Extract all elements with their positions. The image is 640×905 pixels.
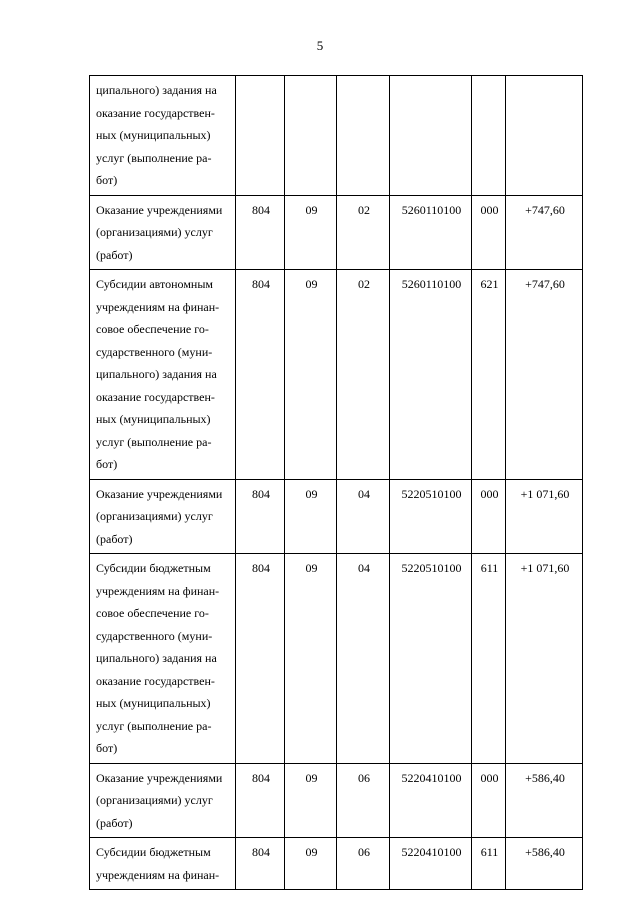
expense-name-line: ципального) задания на (96, 367, 217, 381)
table-row (90, 195, 583, 270)
amount-cell: +586,40 (506, 838, 583, 890)
target-article-cell: 5220410100 (390, 838, 472, 890)
expense-name-line: Оказание учреждениями (96, 486, 223, 501)
expense-name-line: (организациями) услуг (96, 225, 213, 239)
subsection-code-cell: 09 (285, 838, 337, 890)
expense-name-line: учреждениям на финан- (96, 867, 220, 882)
expense-type-cell: 611 (472, 838, 506, 890)
expense-type-cell: 000 (472, 195, 506, 270)
expense-name-line: сударственного (муни- (96, 344, 213, 359)
budget-table-body (90, 76, 583, 890)
amount-cell: +1 071,60 (506, 554, 583, 764)
expense-name-line: (организациями) услуг (96, 509, 213, 523)
expense-name-line: оказание государствен- (96, 673, 215, 688)
program-code-cell: 06 (337, 838, 390, 890)
expense-name-line: ципального) задания на (96, 651, 217, 665)
expense-name-cell (90, 838, 236, 890)
program-code-cell: 02 (337, 195, 390, 270)
expense-name-line: учреждениям на финан- (96, 583, 220, 598)
table-row (90, 838, 583, 890)
expense-name-line: оказание государствен- (96, 105, 215, 120)
expense-type-cell (472, 76, 506, 196)
section-code-cell: 804 (236, 195, 285, 270)
program-code-cell: 06 (337, 763, 390, 838)
program-code-cell: 04 (337, 554, 390, 764)
expense-name-line: Субсидии бюджетным (96, 845, 211, 859)
expense-name-line: сударственного (муни- (96, 628, 213, 643)
subsection-code-cell (285, 76, 337, 196)
amount-cell (506, 76, 583, 196)
expense-name-line: (организациями) услуг (96, 793, 213, 807)
budget-table (89, 75, 583, 890)
expense-name-line: ных (муниципальных) (96, 128, 211, 142)
expense-name-line: Субсидии автономным (96, 277, 213, 291)
subsection-code-cell: 09 (285, 554, 337, 764)
target-article-cell: 5260110100 (390, 270, 472, 480)
target-article-cell: 5220510100 (390, 479, 472, 554)
target-article-cell: 5220410100 (390, 763, 472, 838)
expense-name-line: услуг (выполнение ра- (96, 434, 212, 449)
expense-name-line: оказание государствен- (96, 389, 215, 404)
expense-name-line: услуг (выполнение ра- (96, 150, 212, 165)
subsection-code-cell: 09 (285, 270, 337, 480)
expense-name-line: совое обеспечение го- (96, 606, 209, 620)
expense-name-line: бот) (96, 173, 118, 187)
target-article-cell: 5220510100 (390, 554, 472, 764)
section-code-cell: 804 (236, 763, 285, 838)
expense-name-cell (90, 763, 236, 838)
expense-type-cell: 611 (472, 554, 506, 764)
amount-cell: +747,60 (506, 195, 583, 270)
expense-name-line: Оказание учреждениями (96, 202, 223, 217)
table-row (90, 76, 583, 196)
page-number: 5 (316, 38, 324, 53)
section-code-cell: 804 (236, 838, 285, 890)
table-row (90, 763, 583, 838)
target-article-cell (390, 76, 472, 196)
expense-type-cell: 621 (472, 270, 506, 480)
expense-name-line: услуг (выполнение ра- (96, 718, 212, 733)
amount-cell: +1 071,60 (506, 479, 583, 554)
expense-name-cell (90, 554, 236, 764)
expense-name-line: бот) (96, 741, 118, 755)
table-row (90, 554, 583, 764)
section-code-cell: 804 (236, 554, 285, 764)
expense-name-line: ципального) задания на (96, 83, 217, 97)
expense-type-cell: 000 (472, 479, 506, 554)
expense-name-cell (90, 195, 236, 270)
expense-name-cell (90, 270, 236, 480)
expense-name-line: Оказание учреждениями (96, 770, 223, 785)
table-row (90, 270, 583, 480)
expense-name-line: ных (муниципальных) (96, 696, 211, 710)
amount-cell: +586,40 (506, 763, 583, 838)
program-code-cell: 04 (337, 479, 390, 554)
expense-name-line: Субсидии бюджетным (96, 561, 211, 575)
subsection-code-cell: 09 (285, 763, 337, 838)
expense-name-cell (90, 479, 236, 554)
expense-name-line: ных (муниципальных) (96, 412, 211, 426)
section-code-cell: 804 (236, 479, 285, 554)
expense-type-cell: 000 (472, 763, 506, 838)
program-code-cell (337, 76, 390, 196)
section-code-cell: 804 (236, 270, 285, 480)
target-article-cell: 5260110100 (390, 195, 472, 270)
expense-name-cell (90, 76, 236, 196)
amount-cell: +747,60 (506, 270, 583, 480)
subsection-code-cell: 09 (285, 479, 337, 554)
expense-name-line: учреждениям на финан- (96, 299, 220, 314)
subsection-code-cell: 09 (285, 195, 337, 270)
expense-name-line: (работ) (96, 531, 133, 546)
expense-name-line: совое обеспечение го- (96, 322, 209, 336)
expense-name-line: (работ) (96, 815, 133, 830)
program-code-cell: 02 (337, 270, 390, 480)
section-code-cell (236, 76, 285, 196)
expense-name-line: бот) (96, 457, 118, 471)
expense-name-line: (работ) (96, 247, 133, 262)
table-row (90, 479, 583, 554)
